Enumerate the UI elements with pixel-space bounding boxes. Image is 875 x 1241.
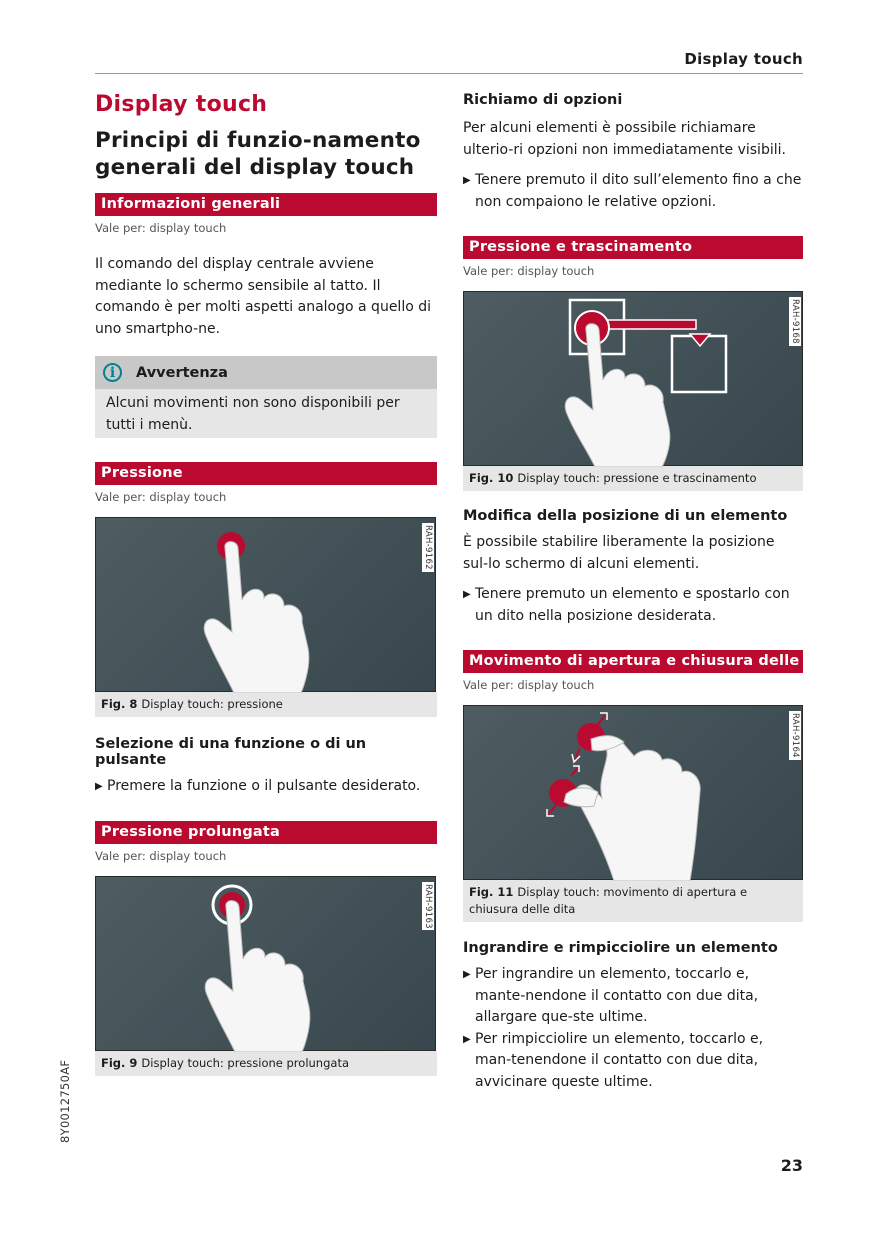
step-item <box>463 170 803 213</box>
figure-number: Fig. 9 <box>101 1055 138 1070</box>
info-icon: i <box>103 363 122 382</box>
bullet-icon: ▶ <box>463 969 471 980</box>
page-number: 23 <box>780 1156 803 1175</box>
drag-hand-illustration <box>464 292 804 467</box>
figure-tap <box>95 517 436 692</box>
caption-text: Display touch: pressione <box>141 697 283 711</box>
chapter-title: Principi di funzio-namento generali del display touch <box>95 128 421 180</box>
step-text: Premere la funzione o il pulsante desiderato. <box>107 778 421 794</box>
options-text: Per alcuni elementi è possibile richiamare ulterio-ri opzioni non immediatamente visibili. <box>463 120 786 158</box>
applies-to-general: Vale per: display touch <box>95 221 227 235</box>
applies-to-drag: Vale per: display touch <box>463 264 595 278</box>
note-label: Avvertenza <box>136 364 228 381</box>
step-text: Per rimpicciolire un elemento, toccarlo e, man-tenendone il contatto con due dita, avvicinare queste ultime. <box>475 1030 764 1090</box>
step-text: Tenere premuto un elemento e spostarlo con un dito nella posizione desiderata. <box>475 586 790 624</box>
document-code: 8Y0012750AF <box>58 1059 72 1143</box>
move-element-text: È possibile stabilire liberamente la posizione sul-lo schermo di alcuni elementi. <box>463 534 775 572</box>
left-column <box>95 92 437 1076</box>
pinch-hand-illustration <box>464 706 804 881</box>
note-header <box>95 356 437 389</box>
figure-caption <box>463 880 803 922</box>
figure-code: RAH-9168 <box>790 299 800 344</box>
header-rule <box>95 73 803 74</box>
section-general-heading: Informazioni generali <box>95 193 437 216</box>
section-pinch-heading: Movimento di apertura e chiusura delle dita <box>463 650 803 673</box>
page-title: Display touch <box>95 92 268 117</box>
section-tap-heading: Pressione <box>95 462 437 485</box>
step-item <box>95 776 437 798</box>
tap-hand-illustration <box>96 518 437 693</box>
figure-caption <box>463 466 803 491</box>
figure-code: RAH-9162 <box>423 525 433 570</box>
figure-number: Fig. 11 <box>469 885 514 899</box>
bullet-icon: ▶ <box>463 589 471 600</box>
figure-caption <box>95 692 437 717</box>
section-long-press-heading: Pressione prolungata <box>95 821 437 844</box>
step-item <box>463 584 803 627</box>
caption-text: Display touch: pressione prolungata <box>141 1055 349 1070</box>
bullet-icon: ▶ <box>463 175 471 186</box>
long-press-hand-illustration <box>96 877 437 1052</box>
figure-drag <box>463 291 803 466</box>
note-text: Alcuni movimenti non sono disponibili per tutti i menù. <box>106 395 400 433</box>
figure-long-press <box>95 876 436 1051</box>
figure-caption <box>95 1051 437 1076</box>
step-item <box>463 964 803 1029</box>
move-element-heading: Modifica della posizione di un elemento <box>463 508 788 524</box>
zoom-element-heading: Ingrandire e rimpicciolire un elemento <box>463 940 778 956</box>
figure-pinch <box>463 705 803 880</box>
caption-text: Display touch: pressione e trascinamento <box>517 471 757 485</box>
figure-number: Fig. 8 <box>101 697 138 711</box>
select-function-heading: Selezione di una funzione o di un pulsante <box>95 736 367 768</box>
bullet-icon: ▶ <box>95 781 103 792</box>
bullet-icon: ▶ <box>463 1033 471 1045</box>
running-title: Display touch <box>684 50 803 68</box>
caption-text: Display touch: movimento di apertura e chiusura delle dita <box>469 885 748 916</box>
figure-code: RAH-9164 <box>790 713 800 758</box>
figure-code: RAH-9163 <box>423 883 433 929</box>
options-heading: Richiamo di opzioni <box>463 92 623 108</box>
step-text: Per ingrandire un elemento, toccarlo e, mante-nendone il contatto con due dita, allargare que-ste ultime. <box>475 966 759 1025</box>
step-item <box>463 1029 803 1094</box>
section-drag-heading: Pressione e trascinamento <box>463 236 803 259</box>
figure-number: Fig. 10 <box>469 471 514 485</box>
note-box <box>95 356 437 438</box>
right-column <box>463 92 838 1093</box>
step-text: Tenere premuto il dito sull’elemento fino a che non compaiono le relative opzioni. <box>475 172 802 210</box>
applies-to-tap: Vale per: display touch <box>95 490 227 504</box>
applies-to-long-press: Vale per: display touch <box>95 848 227 863</box>
applies-to-pinch: Vale per: display touch <box>463 678 595 692</box>
general-text: Il comando del display centrale avviene mediante lo schermo sensibile al tatto. Il comando è per molti aspetti analogo a quello di uno smartpho-ne. <box>95 256 431 337</box>
